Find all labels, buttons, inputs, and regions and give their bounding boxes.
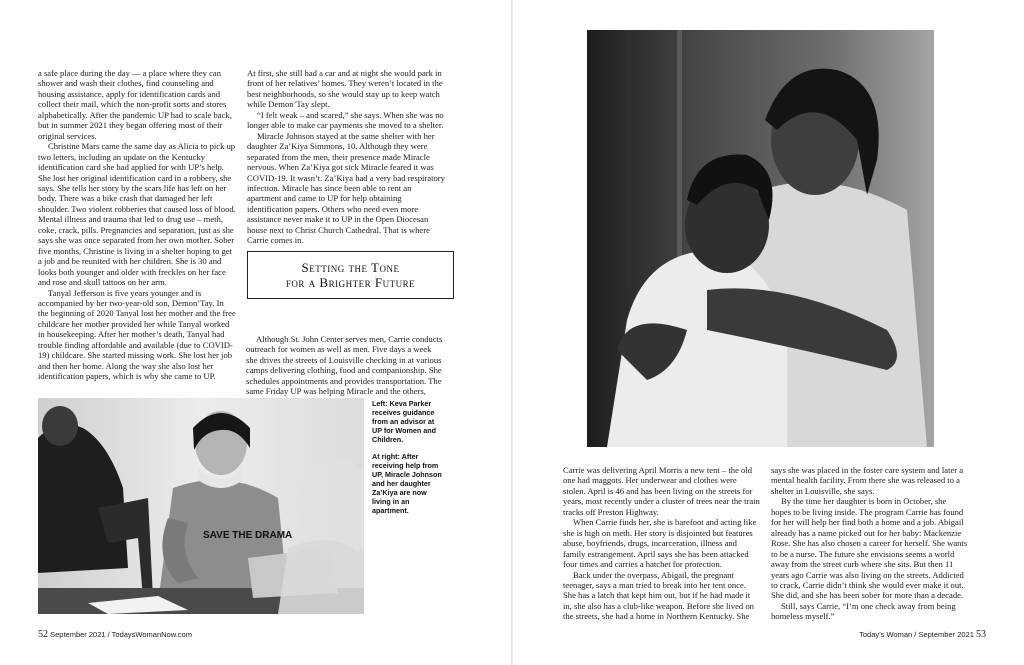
article-column-5	[771, 465, 968, 622]
article-column-1	[38, 68, 236, 382]
paragraph: At first, she still had a car and at night she would park in front of her relatives’ homes. They weren’t located in the best neighborhoods, so she would stay up to keep watch while Demon’Tay slept.	[247, 68, 443, 110]
subhead-line-2: for a Brighter Future	[285, 275, 416, 290]
page-gutter	[511, 0, 513, 665]
paragraph: Back under the overpass, Abigail, the pregnant teenager, says a man tried to break into her tent once. She has a latch that kept him out, but if he had made it in, she also has a club-like weapon. Before she lived on the streets, she had a home in Northern Kentucky. She	[563, 569, 754, 622]
paragraph: a safe place during the day — a place where they can shower and wash their clothes, find counseling and housing assistance, apply for identification cards and collect their mail, which the non-profit sorts and stores alphabetically. After the pandemic UP had to scale back, but in summer 2021 they began offering most of their original services.	[38, 68, 232, 141]
page-number: 53	[976, 629, 986, 640]
paragraph: Carrie was delivering April Morris a new tent – the old one had maggots. Her underwear and clothes were stolen. April is 46 and has been living on the streets for years, most recently under a cluster of trees near the train tracks off Preston Highway.	[563, 465, 760, 517]
photo-illustration	[587, 30, 934, 447]
paragraph: Still, says Carrie, “I’m one check away from being homeless myself.”	[771, 600, 956, 622]
photo-captions	[372, 399, 446, 523]
folio-text: September 2021 / TodaysWomanNow.com	[50, 630, 192, 639]
caption-right: At right: After receiving help from UP, Miracle Johnson and her daughter Za’Kiya are now living in an apartment.	[372, 452, 442, 515]
photo-miracle-and-zakiya	[587, 30, 934, 447]
subhead-box	[247, 251, 454, 299]
paragraph: Although St. John Center serves men, Carrie conducts outreach for women as well as men. Five days a week she drives the streets of Louisville checking in at various camps delivering clothing, food and companionship. She schedules appointments and provides transportation. The same Friday UP was helping Miracle and the others,	[246, 334, 443, 397]
paragraph: Christine Mars came the same day as Alicia to pick up two letters, including an update on the Kentucky identification card she had applied for with UP’s help. She lost her original identification card in a robbery, she says. She tells her story by the scars life has left on her body. There was a bike crash that damaged her left shoulder. Two violent robberies that caused loss of blood. Mental illness and trauma that led to drug use – meth, coke, crack, pills. Pregnancies and separation, just as she says she was once separated from her own mother. Sober five months, Christine is living in a shelter hoping to get a job and be reunited with her children. She is 30 and looks both younger and older with freckles on her face and rose and skull tattoos on her arm.	[38, 141, 236, 288]
paragraph: says she was placed in the foster care system and later a mental health facility. From there she was released to a shelter in Louisville, she says.	[771, 465, 964, 496]
paragraph: By the time her daughter is born in October, she hopes to be living inside. The program Carrie has found for her will help her find both a home and a job. Abigail already has a name picked out for her baby: Mackenzie Rose. She has also chosen a career for herself. She wants to be a nurse. The future she envisions seems a world away from the street curb where she sits. But then 11 years ago Carrie was also living on the streets. Addicted to crack, Carrie didn’t think she would ever make it out. She did, and she has been sober for more than a decade.	[771, 496, 968, 601]
caption-left: Left: Keva Parker receives guidance from an advisor at UP for Women and Children.	[372, 399, 437, 444]
folio-left	[38, 629, 192, 640]
folio-text: Today’s Woman / September 2021	[859, 630, 974, 639]
subhead-line-1: Setting the Tone	[301, 260, 400, 275]
photo-keva-parker	[38, 398, 364, 614]
article-column-2	[247, 68, 445, 246]
photo-illustration	[38, 398, 364, 614]
paragraph: “I felt weak – and scared,” she says. When she was no longer able to make car payments she moved to a shelter.	[247, 109, 444, 131]
folio-right	[859, 629, 986, 640]
paragraph: Miracle Johnson stayed at the same shelter with her daughter Za’Kiya Simmons, 10. Although they were separated from the men, their presence made Miracle nervous. When Za’Kiya got sick Miracle feared it was COVID-19. It wasn’t. Za’Kiya had a very bad respiratory infection. Miracle has since been able to rent an apartment and came to UP for help obtaining identification papers. Others who need even more assistance never make it to UP in the Open Diocesan house next to Christ Church Cathedral. That is where Carrie comes in.	[247, 130, 445, 246]
article-column-3	[246, 334, 445, 397]
shirt-text: SAVE THE DRAMA	[203, 530, 293, 541]
paragraph: When Carrie finds her, she is barefoot and acting like she is high on meth. Her story is disjointed but features abuse, boyfriends, drugs, incarceration, illness and family estrangement. April says she has been attacked four times and carries a hatchet for protection.	[563, 517, 757, 570]
page-number: 52	[38, 629, 48, 640]
paragraph: Tanyal Jefferson is five years younger and is accompanied by her two-year-old son, Demon’Tay. In the beginning of 2020 Tanyal lost her mother and the free childcare her mother provided her while Tanyal worked in housekeeping. After her mother’s death, Tanyal had trouble finding affordable and available (due to COVID-19) childcare. She started missing work. She lost her job and then her home. Along the way she also lost her identification papers, which is why she came to UP.	[38, 287, 236, 382]
article-column-4	[563, 465, 760, 622]
